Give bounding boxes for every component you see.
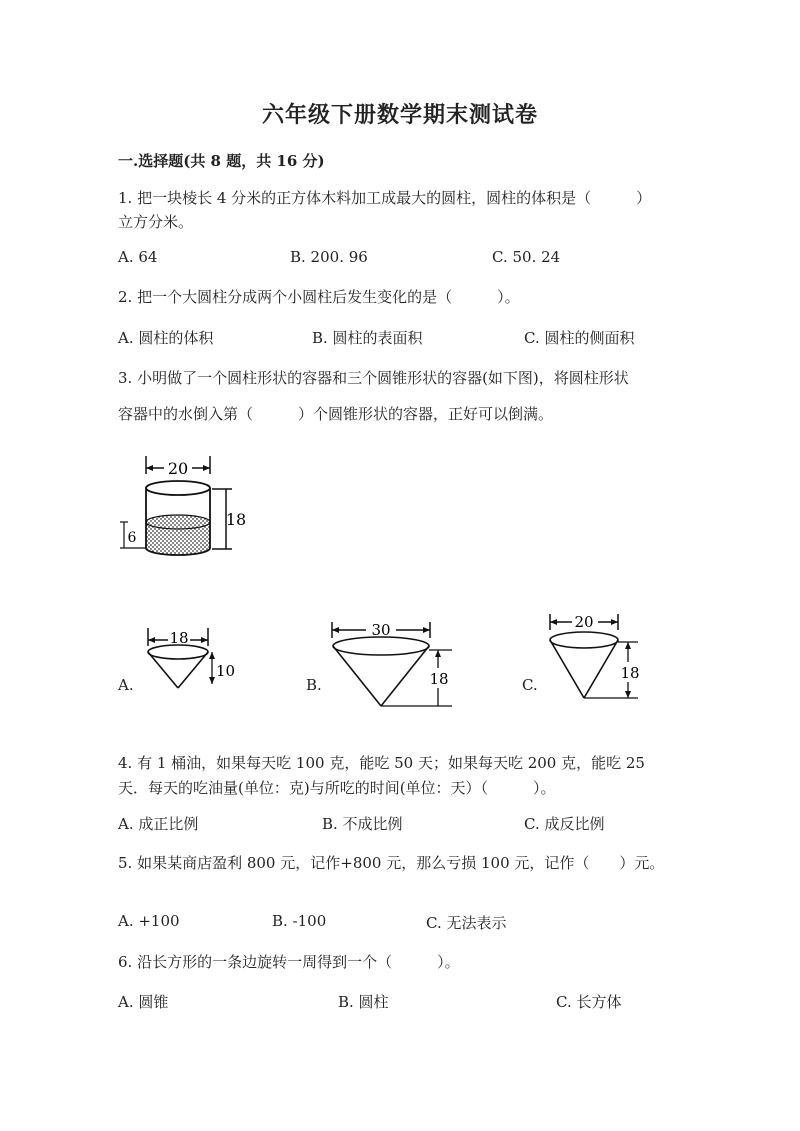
question-4-line-2: 天．每天的吃油量(单位：克)与所吃的时间(单位：天）（ ）。 <box>118 779 556 797</box>
question-4-line-1: 4. 有 1 桶油，如果每天吃 100 克，能吃 50 天；如果每天吃 200 克，能吃 25 <box>118 754 645 772</box>
cylinder-diameter-label: 20 <box>167 459 189 478</box>
cone-c-label[interactable]: C. <box>522 676 538 694</box>
question-5-option-b[interactable]: B. -100 <box>272 912 327 930</box>
cone-a-diameter-label: 18 <box>169 629 189 647</box>
cone-c-height-label: 18 <box>620 664 640 682</box>
question-5-option-a[interactable]: A. +100 <box>118 912 180 930</box>
question-4-option-c[interactable]: C. 成反比例 <box>524 815 605 833</box>
question-1-option-c[interactable]: C. 50. 24 <box>492 248 561 266</box>
cone-a-figure <box>140 622 240 694</box>
question-6-option-b[interactable]: B. 圆柱 <box>338 993 389 1011</box>
question-1-line-2: 立方分米。 <box>118 213 194 231</box>
question-2-option-c[interactable]: C. 圆柱的侧面积 <box>524 329 635 347</box>
cone-b-figure <box>326 616 462 714</box>
cone-c-figure <box>544 608 648 706</box>
question-1-option-b[interactable]: B. 200. 96 <box>290 248 368 266</box>
question-3-line-1: 3. 小明做了一个圆柱形状的容器和三个圆锥形状的容器(如下图)，将圆柱形状 <box>118 369 629 387</box>
question-3-line-2: 容器中的水倒入第（ ）个圆锥形状的容器，正好可以倒满。 <box>118 405 554 423</box>
cone-b-height-label: 18 <box>429 670 449 688</box>
question-2-line-1: 2. 把一个大圆柱分成两个小圆柱后发生变化的是（ ）。 <box>118 288 520 306</box>
cylinder-water-label: 6 <box>127 530 137 546</box>
cone-b-label[interactable]: B. <box>306 676 322 694</box>
cone-c-diameter-label: 20 <box>574 613 594 631</box>
cone-a-height-label: 10 <box>216 662 236 680</box>
question-4-option-a[interactable]: A. 成正比例 <box>118 815 199 833</box>
cone-b-diameter-label: 30 <box>371 621 391 639</box>
question-1-option-a[interactable]: A. 64 <box>118 248 158 266</box>
question-5-option-c[interactable]: C. 无法表示 <box>426 914 507 932</box>
question-6-line-1: 6. 沿长方形的一条边旋转一周得到一个（ ）。 <box>118 953 460 971</box>
page-title: 六年级下册数学期末测试卷 <box>261 102 538 128</box>
question-2-option-a[interactable]: A. 圆柱的体积 <box>118 329 214 347</box>
question-1-line-1: 1. 把一块棱长 4 分米的正方体木料加工成最大的圆柱，圆柱的体积是（ ） <box>118 189 652 207</box>
cylinder-height-label: 18 <box>225 510 247 529</box>
section-heading: 一.选择题(共 8 题，共 16 分) <box>118 152 325 170</box>
question-6-option-a[interactable]: A. 圆锥 <box>118 993 169 1011</box>
cylinder-figure <box>118 452 248 564</box>
cone-a-label[interactable]: A. <box>118 676 134 694</box>
question-4-option-b[interactable]: B. 不成比例 <box>322 815 403 833</box>
question-5-line-1: 5. 如果某商店盈利 800 元，记作+800 元，那么亏损 100 元，记作（ ）元。 <box>118 854 665 872</box>
question-6-option-c[interactable]: C. 长方体 <box>556 993 622 1011</box>
question-2-option-b[interactable]: B. 圆柱的表面积 <box>312 329 423 347</box>
